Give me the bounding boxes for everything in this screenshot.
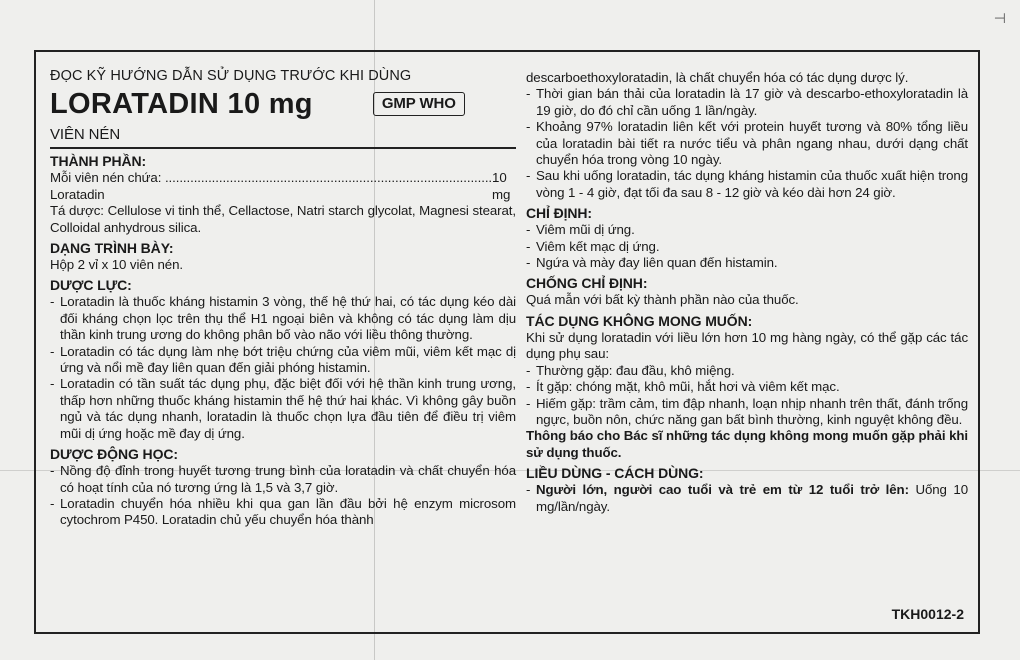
dot-leader: ........................................................................................... <box>161 170 493 186</box>
excipients-text: Tá dược: Cellulose vi tinh thể, Cellactose, Natri starch glycolat, Magnesi stearat, Colloidal anhydrous silica. <box>50 203 516 235</box>
list-item: - Loratadin có tần suất tác dụng phụ, đặc biệt đối với hệ thần kinh trung ương, thấp hơn những thuốc kháng histamin thế hệ thứ hai khác. Vì không gây buồn ngủ và tác dụng nhanh, loratadin là thuốc chọn lựa đầu tiên để điều trị viêm mũi dị ứng hoặc mề đay dị ứng. <box>50 376 516 441</box>
title-row <box>50 88 516 120</box>
composition-label: Mỗi viên nén chứa: Loratadin <box>50 170 162 202</box>
list-item: - Hiếm gặp: trầm cảm, tim đập nhanh, loạn nhịp nhanh trên thất, đánh trống ngực, buồn nôn, chức năng gan bất bình thường, kinh nguyệt không đều. <box>526 395 968 427</box>
list-item: - Sau khi uống loratadin, tác dụng kháng histamin của thuốc xuất hiện trong vòng 1 - 4 giờ, đạt tối đa sau 8 - 12 giờ và kéo dài hơn 24 giờ. <box>526 168 968 200</box>
right-column <box>526 70 968 515</box>
dosage-target-group: Người lớn, người cao tuổi và trẻ em từ 12 tuổi trở lên: <box>536 482 909 498</box>
gmp-badge: GMP WHO <box>373 92 465 116</box>
list-item: - Loratadin chuyển hóa nhiều khi qua gan lần đầu bởi hệ enzym microsom cytochrom P450. Loratadin chủ yếu chuyển hóa thành <box>50 495 516 528</box>
instruction-heading: ĐỌC KỸ HƯỚNG DẪN SỬ DỤNG TRƯỚC KHI DÙNG <box>50 68 412 84</box>
leaflet-frame <box>34 50 980 634</box>
side-effects-notice: Thông báo cho Bác sĩ những tác dụng không mong muốn gặp phải khi sử dụng thuốc. <box>526 428 968 460</box>
pharmacokinetics-continued: descarboethoxyloratadin, là chất chuyển hóa có tác dụng dược lý. <box>526 70 909 85</box>
section-title-tac-dung-khong-mong-muon: TÁC DỤNG KHÔNG MONG MUỐN: <box>526 312 753 329</box>
section-title-thanh-phan: THÀNH PHẦN: <box>50 153 147 170</box>
product-name: LORATADIN 10 mg <box>50 88 313 121</box>
dosage-instruction: Uống 10 mg/lần/ngày. <box>536 482 968 514</box>
composition-line <box>50 170 516 203</box>
list-item: - Viêm kết mạc dị ứng. <box>526 238 660 254</box>
list-item: - Thường gặp: đau đầu, khô miệng. <box>526 362 735 378</box>
left-column <box>50 52 516 529</box>
list-item: - Loratadin có tác dụng làm nhẹ bớt triệu chứng của viêm mũi, viêm kết mạc dị ứng và nổi mề đay liên quan đến giải phóng histamin. <box>50 343 516 376</box>
presentation-text: Hộp 2 vỉ x 10 viên nén. <box>50 257 183 273</box>
section-title-duoc-luc: DƯỢC LỰC: <box>50 277 132 294</box>
list-item: - Ít gặp: chóng mặt, khô mũi, hắt hơi và viêm kết mạc. <box>526 379 840 395</box>
section-title-lieu-dung: LIỀU DÙNG - CÁCH DÙNG: <box>526 465 704 482</box>
contraindication-text: Quá mẫn với bất kỳ thành phần nào của thuốc. <box>526 292 799 308</box>
list-item: - Khoảng 97% loratadin liên kết với protein huyết tương và 80% tổng liều của loratadin bài tiết ra nước tiểu và phân ngang nhau, dưới dạng chất chuyển hóa trong vòng 10 ngày. <box>526 119 968 168</box>
composition-amount: 10 mg <box>492 170 511 202</box>
list-item: - Loratadin là thuốc kháng histamin 3 vòng, thế hệ thứ hai, có tác dụng kéo dài đối kháng chọn lọc trên thụ thể H1 ngoại biên và không có tác dụng làm dịu thần kinh trung ương do không phân bố vào não với liều thông thường. <box>50 294 516 343</box>
section-title-duoc-dong-hoc: DƯỢC ĐỘNG HỌC: <box>50 446 178 463</box>
dosage-form: VIÊN NÉN <box>50 126 516 149</box>
list-item: - Nồng độ đỉnh trong huyết tương trung bình của loratadin và chất chuyển hóa có hoạt tính của nó tương ứng là 1,5 và 3,7 giờ. <box>50 463 516 495</box>
list-item: - Người lớn, người cao tuổi và trẻ em từ 12 tuổi trở lên: Uống 10 mg/lần/ngày. <box>526 482 968 514</box>
side-effects-intro: Khi sử dụng loratadin với liều lớn hơn 10 mg hàng ngày, có thể gặp các tác dụng phụ sau: <box>526 329 968 362</box>
corner-mark: ⊣ <box>993 10 1006 26</box>
list-item: - Thời gian bán thải của loratadin là 17 giờ và descarbo-ethoxyloratadin là 19 giờ, do đó chỉ cần uống 1 lần/ngày. <box>526 86 968 118</box>
section-title-dang-trinh-bay: DẠNG TRÌNH BÀY: <box>50 240 174 257</box>
section-title-chi-dinh: CHỈ ĐỊNH: <box>526 205 592 222</box>
section-title-chong-chi-dinh: CHỐNG CHỈ ĐỊNH: <box>526 275 648 292</box>
list-item: - Viêm mũi dị ứng. <box>526 222 635 238</box>
list-item: - Ngứa và mày đay liên quan đến histamin. <box>526 255 778 271</box>
document-code: TKH0012-2 <box>891 606 964 622</box>
